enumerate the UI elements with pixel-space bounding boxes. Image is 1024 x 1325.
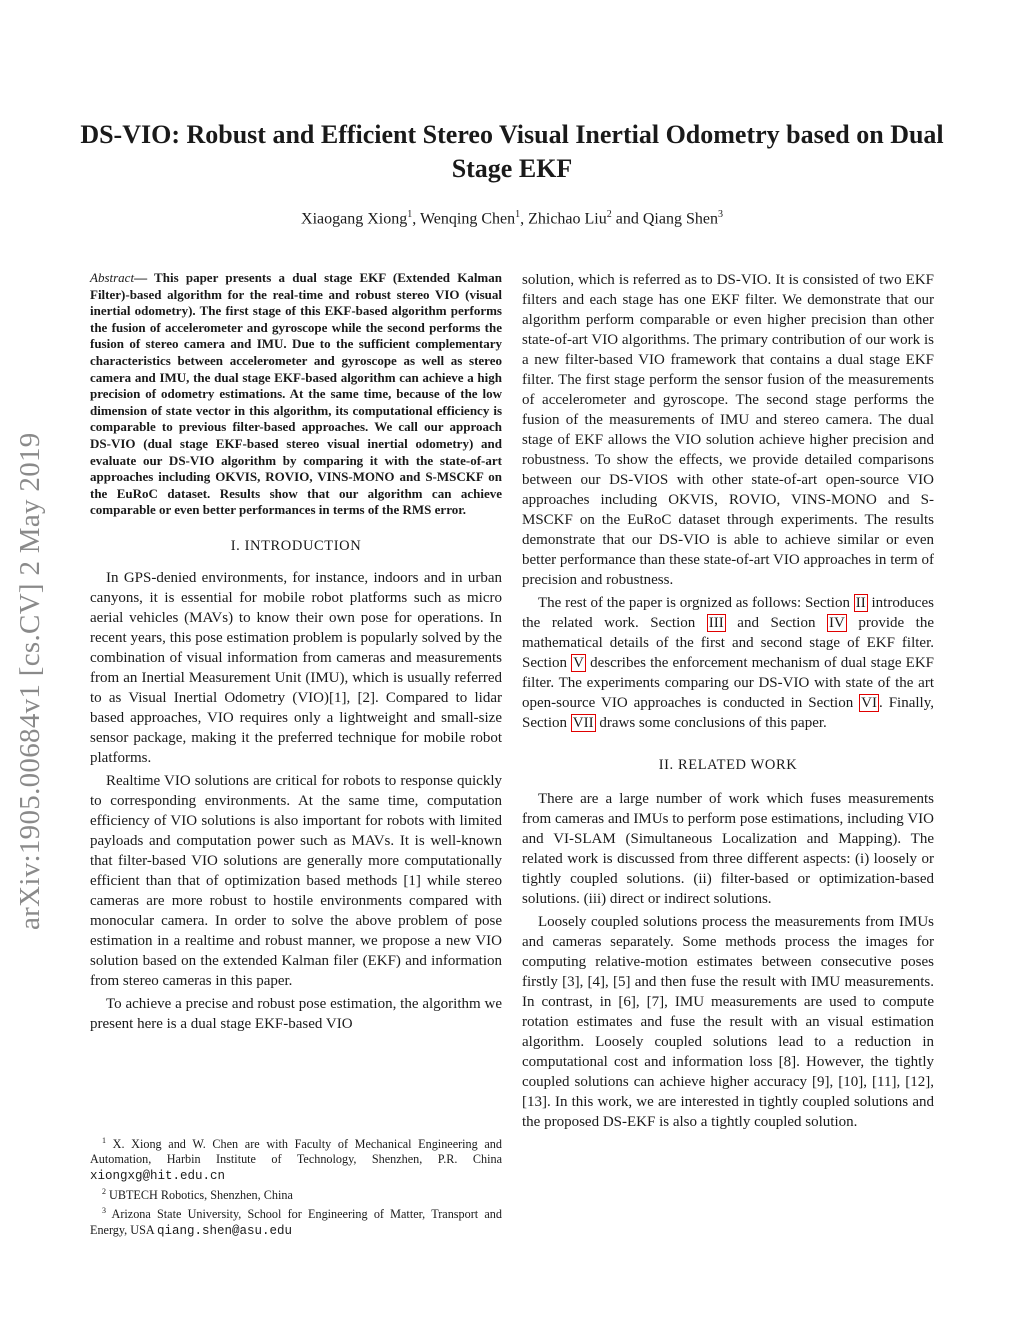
paper-title: DS-VIO: Robust and Efficient Stereo Visual Inertial Odometry based on Dual Stage EKF (80, 120, 944, 183)
section-ref-link[interactable]: VII (572, 715, 594, 731)
footnote-2 (90, 1184, 502, 1203)
text-run: The rest of the paper is orgnized as follows: Section (538, 595, 854, 611)
affiliation-mark: 2 (606, 209, 612, 220)
abstract (90, 270, 502, 519)
text-run: describes the enforcement mechanism of dual stage EKF filter. The experiments comparing our DS-VIO with state of the art open-source VIO approaches is conducted in Section (522, 655, 934, 711)
footnote-1 (90, 1133, 502, 1184)
author-name: Qiang Shen (642, 210, 718, 228)
section-heading-related-work: II. RELATED WORK (658, 757, 798, 773)
footnote-text: X. Xiong and W. Chen are with Faculty of Mechanical Engineering and Automation, Harbin Institute of Technology, Shenzhen, P.R. China (90, 1137, 502, 1167)
affiliation-mark: 1 (515, 209, 521, 220)
text-run: and Section (725, 615, 827, 631)
footnote-3 (90, 1203, 502, 1239)
abstract-text: — This paper presents a dual stage EKF (Extended Kalman Filter)-based algorithm for the real-time and robust stereo VIO (visual inertial odometry). The first stage of this EKF-based algorithm performs the fusion of accelerometer and gyroscope while the second performs the fusion of stereo camera and IMU. Due to the sufficient complementary characteristics between accelerometer and gyroscope as well as stereo camera and IMU, the dual stage EKF-based algorithm can achieve a high precision of odometry estimations. At the same time, because of the low dimension of state vector in this algorithm, its computational efficiency is comparable to previous filter-based approaches. We call our approach DS-VIO (dual stage EKF-based stereo visual inertial odometry) and evaluate our DS-VIO algorithm by comparing it with the state-of-art approaches including OKVIS, ROVIO, VINS-MONO and S-MSCKF on the EuRoC dataset. Results show that our algorithm can achieve comparable or even better performances in terms of the RMS error. (90, 270, 502, 518)
footnote-text: Arizona State University, School for Engineering of Matter, Transport and Energy, USA (90, 1207, 502, 1237)
author-separator: , (412, 210, 420, 228)
section-heading-introduction: I. INTRODUCTION (230, 537, 362, 554)
footnote-mark: 3 (102, 1206, 106, 1216)
footnote-text: UBTECH Robotics, Shenzhen, China (106, 1188, 293, 1203)
footnote-mark: 1 (102, 1136, 106, 1145)
author-separator: and (611, 210, 643, 228)
section-ref-link[interactable]: III (708, 615, 724, 631)
section-ref-link[interactable]: IV (828, 615, 845, 631)
email-link[interactable]: qiang.shen@asu.edu (157, 1223, 293, 1238)
paragraph: Loosely coupled solutions process the measurements from IMUs and cameras separately. Some methods process the images for computing relative-motion estimates between consecutive poses firstly [3], [4], [5] and then fuse the result with IMU measurements. In contrast, in [6], [7], IMU measurements are used to compute rotation estimates and fuse the result with an visual estimation algorithm. Loosely coupled solutions lead to a reduction in computational cost and information loss [8]. However, the tightly coupled solutions can achieve higher accuracy [9], [10], [11], [12], [13]. In this work, we are interested in tightly coupled solutions and the proposed DS-EKF is also a tightly coupled solution. (522, 914, 934, 1130)
section-ref-link[interactable]: V (573, 655, 584, 671)
author-name: Xiaogang Xiong (301, 210, 408, 228)
footnotes (90, 1133, 502, 1239)
text-run: introduces the related work. Section (522, 595, 934, 631)
paragraph: To achieve a precise and robust pose estimation, the algorithm we present here is a dual stage EKF-based VIO (90, 995, 502, 1032)
email-link[interactable]: xiongxg@hit.edu.cn (90, 1168, 226, 1183)
paragraph: There are a large number of work which fuses measurements from cameras and IMUs to perform pose estimations, including VIO and VI-SLAM (Simultaneous Localization and Mapping). The related work is discussed from three different aspects: (i) loosely or tightly coupled solutions. (ii) filter-based or optimization-based solutions. (iii) direct or indirect solutions. (522, 791, 934, 907)
paragraph (522, 593, 934, 733)
paragraph: In GPS-denied environments, for instance, indoors and in urban canyons, it is essential for mobile robot platforms such as micro aerial vehicles (MAVs) to know their own pose for operations. In recent years, this pose estimation problem is popularly solved by the combination of visual information from cameras and measurements from an Inertial Measurement Unit (IMU), which is usually referred to as Visual Inertial Odometry (VIO)[1], [2]. Compared to lidar based approaches, VIO requires only a lightweight and small-size sensor package, making it the preferred technique for mobile robot platforms. (90, 569, 502, 766)
abstract-label: Abstract (90, 270, 135, 285)
footnote-mark: 2 (102, 1186, 106, 1196)
paragraph: Realtime VIO solutions are critical for robots to response quickly to corresponding environments. At the same time, computation efficiency of VIO solutions is also important for robots with limited payloads and computation power such as MAVs. It is well-known that filter-based VIO solutions are generally more computationally efficient than that of optimization based methods [1] while stereo cameras are more robust to hostile environments compared with monocular camera. In order to solve the above problem of pose estimation in a realtime and robust manner, we propose a new VIO solution based on the extended Kalman filer (EKF) and information from stereo cameras in this paper. (90, 772, 502, 989)
section-ref-link[interactable]: II (855, 595, 866, 611)
section-ref-link[interactable]: VI (861, 695, 877, 711)
affiliation-mark: 1 (407, 209, 413, 220)
left-column (90, 270, 502, 1037)
author-name: Wenqing Chen (419, 210, 516, 228)
author-list (60, 209, 964, 228)
paragraph: solution, which is referred as to DS-VIO. It is consisted of two EKF filters and each stage has one EKF filter. We demonstrate that our algorithm perform comparable or even higher precision than other state-of-art VIO algorithms. The primary contribution of our work is a new filter-based VIO framework that contains a dual stage EKF filter. The first stage perform the sensor fusion of the measurements of accelerometer and gyroscope. The second stage performs the fusion of the measurements of IMU and stereo camera. The dual stage of EKF allows the VIO solution achieve higher precision and robustness. To show the effects, we provide detailed comparisons between our DS-VIOS with other state-of-art open-source VIO approaches including OKVIS, ROVIO, VINS-MONO and S-MSCKF on the EuRoC dataset through experiments. The results demonstrate that our DS-VIO is able to achieve similar or even better performance than these state-of-art VIO approaches in term of precision and robustness. (522, 272, 934, 588)
author-name: Zhichao Liu (528, 210, 607, 228)
author-separator: , (520, 210, 529, 228)
affiliation-mark: 3 (717, 209, 723, 220)
arxiv-identifier: arXiv:1905.00684v1 [cs.CV] 2 May 2019 (14, 432, 46, 930)
text-run: . Finally, Section (522, 695, 934, 731)
text-run: draws some conclusions of this paper. (595, 715, 827, 731)
right-column (522, 270, 934, 1135)
text-run: provide the mathematical details of the first and second stage of EKF filter. Section (522, 615, 934, 671)
